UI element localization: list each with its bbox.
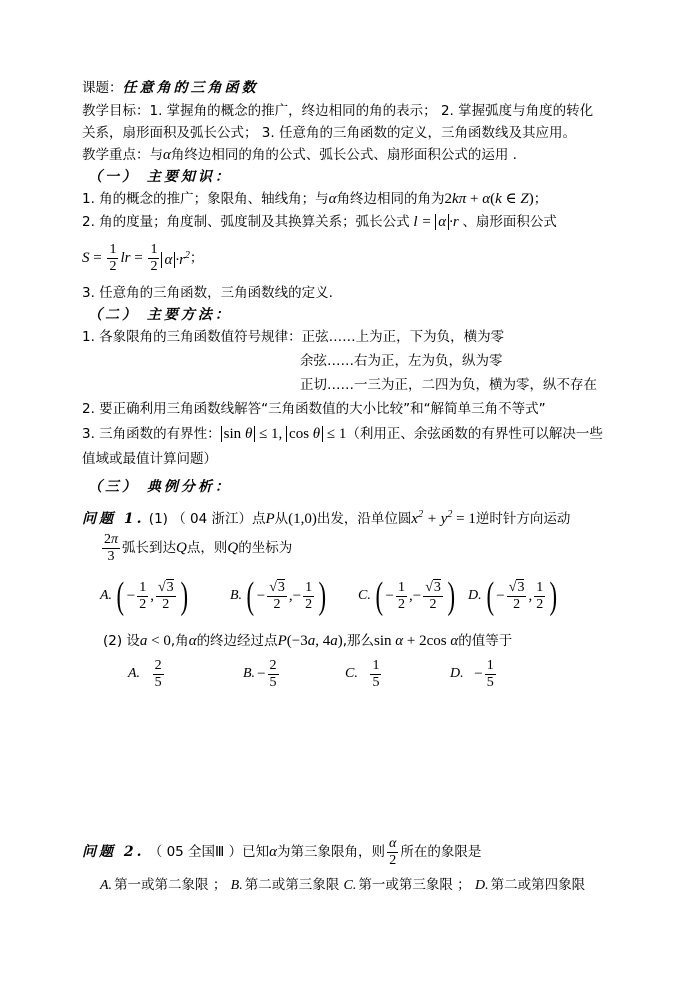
problem2-option-d[interactable]: D. 第二或第四象限 [474,877,586,893]
problem1-line2: $\frac{2\pi}{3}$ 弧长到达 Q 点，则 Q 的坐标为 [104,531,293,564]
method-1-tan: 正切……一三为正，二四为负，横为零，纵不存在 [300,377,597,393]
problem1-2-option-b[interactable]: B. − $\frac{2}{5}$ [243,657,277,690]
knowledge-item-3: 3. 任意角的三角函数，三角函数线的定义. [82,285,333,301]
section1-heading: （一） 主要知识： [88,169,232,185]
focus-line [82,146,517,164]
problem2-options [100,876,585,895]
problem1-line1: 问题 1. (1) （ 04 浙江）点P从(1,0)出发，沿单位圆$x^2 + y^2 = 1$逆时针方向运动 [82,509,571,527]
problem1-2-option-d[interactable]: D. − $\frac{1}{5}$ [450,657,494,690]
problem1-option-d[interactable]: D. ( − $\frac{√3}{2}$ , $\frac{1}{2}$ ) [468,575,558,617]
problem2-line: 问题 2. （ 05 全国Ⅲ ）已知 α 为第三象限角，则 $\frac{\alpha}{2}$ 所在的象限是 [82,835,482,868]
goals-label: 教学目标： [82,103,150,119]
alpha-symbol: α [163,147,171,163]
method-1-cos: 余弦……右为正，左为负，纵为零 [300,353,503,369]
method-1: 1. 各象限角的三角函数值符号规律：正弦……上为正，下为负，横为零 [82,329,505,345]
problem2-option-b[interactable]: B. 第二或第三象限 [230,877,340,893]
bound-formula: sin θ ≤ 1, cos θ ≤ 1 [221,426,347,442]
lesson-title [82,79,259,97]
knowledge-item-2: 2. 角的度量；角度制、弧度制及其换算关系；弧长公式 l = α ·r 、扇形面积公式 [82,214,557,230]
coterminal-formula: 2kπ + α(k ∈ Z) [444,191,534,207]
problem1-label: 问题 1. [82,511,145,527]
problem2-option-c[interactable]: C. 第一或第三象限 ； [343,877,471,893]
arc-length-formula: l = α ·r [409,214,463,230]
problem1-option-a[interactable]: A. ( − $\frac{1}{2}$ , $\frac{√3}{2}$ ) [100,575,188,617]
focus-label: 教学重点：与 [82,147,163,163]
problem1-2-option-a[interactable]: A. $\frac{2}{5}$ [128,657,162,690]
sector-area-formula: S = $\frac{1}{2}$ lr = $\frac{1}{2}$ $\alpha \cdot r^2$ ； [82,241,204,274]
focus-rest: 角终边相同的角的公式、弧长公式、扇形面积公式的运用 . [170,147,517,163]
title-prefix: 课题： [82,80,123,96]
method-3-cont: 值域或最值计算问题） [82,451,217,467]
goals-line-1 [82,102,593,120]
problem1-option-b[interactable]: B. ( − $\frac{√3}{2}$ ,− $\frac{1}{2}$ ) [230,575,327,617]
problem1-option-c[interactable]: C. ( − $\frac{1}{2}$ ,− $\frac{√3}{2}$ ) [358,575,455,617]
section2-heading: （二） 主要方法： [88,307,232,323]
goals-line-2: 关系，扇形面积及弧长公式； 3. 任意角的三角函数的定义，三角函数线及其应用。 [82,125,576,141]
problem1-part2: (2) 设a < 0,角α的终边经过点P(−3a, 4a),那么sin α + 2cos α的值等于 [103,633,513,649]
method-2: 2. 要正确利用三角函数线解答“三角函数值的大小比较”和“解简单三角不等式” [82,401,546,417]
title-text: 任意角的三角函数 [122,80,259,96]
knowledge-item-1: 1. 角的概念的推广；象限角、轴线角；与α角终边相同的角为2kπ + α(k ∈ Z)； [82,191,548,207]
problem1-2-option-c[interactable]: C. $\frac{1}{5}$ [345,657,380,690]
section3-heading: （三） 典例分析： [88,479,232,495]
problem2-label: 问题 2. [82,844,145,860]
problem2-option-a[interactable]: A. 第一或第二象限 ； [100,877,227,893]
goals-text-1: 1. 掌握角的概念的推广，终边相同的角的表示； 2. 掌握弧度与角度的转化 [149,103,594,119]
method-3: 3. 三角函数的有界性： sin θ ≤ 1, cos θ ≤ 1（利用正、余弦函数的有界性可以解决一些 [82,426,603,442]
